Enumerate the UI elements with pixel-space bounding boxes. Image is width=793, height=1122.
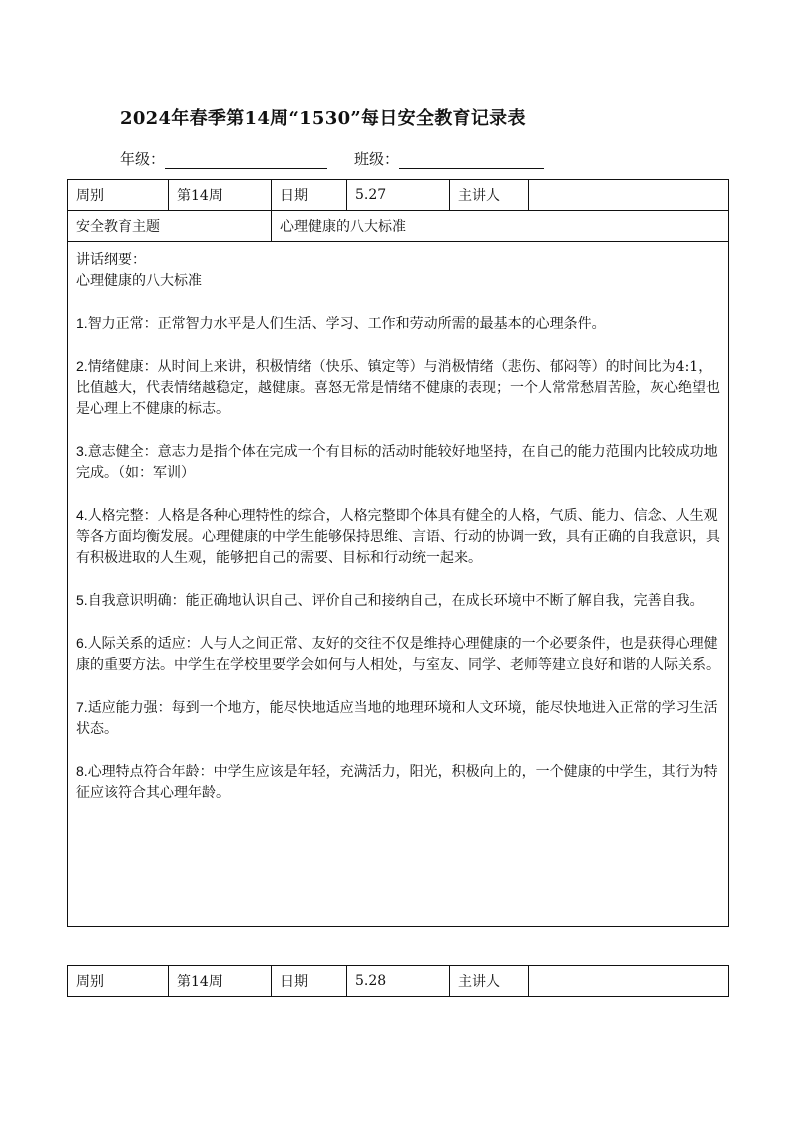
week-value: 第14周 — [169, 966, 272, 997]
list-item: 5.自我意识明确：能正确地认识自己、评价自己和接纳自己，在成长环境中不断了解自我，完善自我。 — [76, 592, 704, 609]
list-item: 3.意志健全：意志力是指个体在完成一个有目标的活动时能较好地坚持，在自己的能力范围内比较成功地完成。（如：军训） — [76, 443, 718, 481]
date-label: 日期 — [272, 966, 347, 997]
week-value: 第14周 — [169, 180, 272, 211]
speaker-value[interactable] — [529, 966, 729, 997]
theme-value: 心理健康的八大标准 — [272, 211, 729, 242]
meta-row — [120, 148, 544, 169]
record-table-1 — [67, 179, 729, 927]
class-field[interactable] — [399, 150, 544, 169]
record-table-2 — [67, 965, 729, 997]
week-label: 周别 — [68, 180, 169, 211]
outline-cell — [68, 242, 729, 927]
list-item: 8.心理特点符合年龄：中学生应该是年轻，充满活力，阳光，积极向上的，一个健康的中学生，其行为特征应该符合其心理年龄。 — [76, 763, 718, 801]
date-value: 5.27 — [347, 180, 450, 211]
speaker-value[interactable] — [529, 180, 729, 211]
page-title: 2024年春季第14周“1530”每日安全教育记录表 — [120, 108, 526, 129]
list-item: 2.情绪健康：从时间上来讲，积极情绪（快乐、镇定等）与消极情绪（悲伤、郁闷等）的时间比为4:1，比值越大，代表情绪越稳定，越健康。喜怒无常是情绪不健康的表现；一个人常常愁眉苦脸，灰心绝望也是心理上不健康的标志。 — [76, 358, 720, 417]
date-value: 5.28 — [347, 966, 450, 997]
list-item: 1.智力正常：正常智力水平是人们生活、学习、工作和劳动所需的最基本的心理条件。 — [76, 315, 606, 332]
week-label: 周别 — [68, 966, 169, 997]
speaker-label: 主讲人 — [450, 180, 529, 211]
outline-label: 讲话纲要： — [76, 252, 146, 268]
list-item: 4.人格完整：人格是各种心理特性的综合，人格完整即个体具有健全的人格，气质、能力、信念、人生观等各方面均衡发展。心理健康的中学生能够保持思维、言语、行动的协调一致，具有正确的自我意识，具有积极进取的人生观，能够把自己的需要、目标和行动统一起来。 — [76, 507, 720, 566]
table-row — [68, 966, 729, 997]
grade-field[interactable] — [165, 150, 327, 169]
outline-heading: 心理健康的八大标准 — [76, 273, 202, 289]
table-row — [68, 180, 729, 211]
date-label: 日期 — [272, 180, 347, 211]
theme-label: 安全教育主题 — [68, 211, 272, 242]
class-label: 班级： — [354, 150, 400, 168]
list-item: 7.适应能力强：每到一个地方，能尽快地适应当地的地理环境和人文环境，能尽快地进入正常的学习生活状态。 — [76, 699, 718, 737]
speaker-label: 主讲人 — [450, 966, 529, 997]
list-item: 6.人际关系的适应：人与人之间正常、友好的交往不仅是维持心理健康的一个必要条件，也是获得心理健康的重要方法。中学生在学校里要学会如何与人相处，与室友、同学、老师等建立良好和谐的人际关系。 — [76, 635, 720, 673]
table-row — [68, 242, 729, 927]
table-row — [68, 211, 729, 242]
grade-label: 年级： — [120, 150, 166, 168]
